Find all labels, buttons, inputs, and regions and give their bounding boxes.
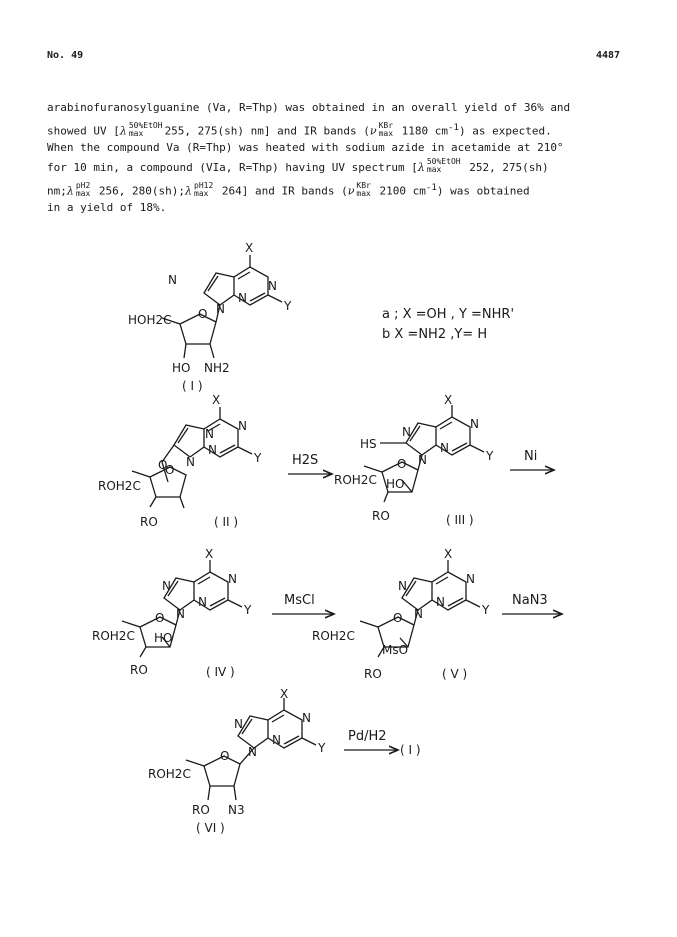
sub-3prime: RO	[140, 515, 158, 529]
substituent-x: X	[444, 547, 453, 561]
atom-n: N	[466, 572, 475, 586]
sub-3prime: RO	[364, 667, 382, 681]
sub-2prime: HO	[386, 477, 405, 491]
sub-2prime: MsO	[382, 643, 409, 657]
atom-n1: N	[268, 279, 277, 293]
text-line: for 10 min, a compound (VIa, R=Thp) having UV spectrum [λ 50%EtOH max 252, 275(sh)	[47, 157, 549, 174]
reaction-scheme	[0, 240, 677, 860]
sub-hs: HS	[360, 437, 377, 451]
atom-n: N	[228, 572, 237, 586]
atom-n: N	[398, 579, 407, 593]
atom-n: N	[402, 425, 411, 439]
atom-n: N	[248, 745, 257, 759]
substituent-y: Y	[482, 603, 490, 617]
sub-3prime: HO	[172, 361, 191, 375]
atom-n: N	[208, 443, 217, 457]
reagent-h2s: H2S	[292, 453, 319, 468]
text-line: arabinofuranosylguanine (Va, R=Thp) was obtained in an overall yield of 36% and	[47, 101, 571, 114]
atom-n: N	[234, 717, 243, 731]
compound-iv	[92, 547, 252, 679]
compound-iii	[334, 393, 494, 527]
text-line: showed UV [λ 50%EtOH max 255, 275(sh) nm] and IR bands (ν KBr max 1180 $cm^{-1}$) as expected.	[47, 120, 552, 138]
sub-5prime: ROH2C	[98, 479, 141, 493]
atom-n: N	[186, 455, 195, 469]
text-line: in a yield of 18%.	[47, 201, 167, 214]
substituent-x: X	[212, 393, 221, 407]
atom-n: N	[470, 417, 479, 431]
substituent-y: Y	[486, 449, 494, 463]
sub-2prime: N3	[228, 803, 245, 817]
substituent-x: X	[245, 241, 254, 255]
reagent-nan3: NaN3	[512, 593, 548, 608]
substituent-y: Y	[244, 603, 252, 617]
substituent-y: Y	[254, 451, 262, 465]
sub-2prime: HO	[154, 631, 173, 645]
substituent-x: X	[280, 687, 289, 701]
atom-o: O	[198, 307, 208, 321]
compound-label: ( II )	[214, 515, 239, 529]
compound-v	[312, 547, 490, 681]
sub-5prime: ROH2C	[148, 767, 191, 781]
compound-label: ( I )	[182, 379, 203, 393]
atom-o: O	[393, 611, 403, 625]
substituent-y: Y	[318, 741, 326, 755]
reagent-ni: Ni	[524, 449, 538, 464]
reagent-pd-h2: Pd/H2	[348, 729, 387, 744]
compound-label: ( III )	[446, 513, 474, 527]
sub-3prime: RO	[192, 803, 210, 817]
atom-n: N	[418, 453, 427, 467]
atom-o: O	[158, 458, 168, 472]
atom-n: N	[205, 427, 214, 441]
atom-n7: N	[168, 273, 177, 287]
substituent-y: Y	[284, 299, 292, 313]
atom-n: N	[436, 595, 445, 609]
atom-o: O	[220, 749, 230, 763]
atom-n: N	[198, 595, 207, 609]
compound-label: ( IV )	[206, 665, 235, 679]
compound-label: ( VI )	[196, 821, 225, 835]
atom-o: O	[397, 457, 407, 471]
sub-5prime: HOH2C	[128, 313, 172, 327]
text-line: nm;λ pH2 max 256, 280(sh);λ pH12 max 264] and IR bands (ν KBr max 2100 $cm^{-1}$) was obtained	[47, 180, 530, 198]
atom-o: O	[155, 611, 165, 625]
atom-n: N	[162, 579, 171, 593]
sub-5prime: ROH2C	[312, 629, 355, 643]
journal-issue: No. 49	[47, 50, 84, 61]
atom-n: N	[176, 607, 185, 621]
atom-n: N	[440, 441, 449, 455]
atom-o: O	[165, 463, 175, 477]
atom-n: N	[302, 711, 311, 725]
sub-3prime: RO	[372, 509, 390, 523]
atom-n: N	[238, 419, 247, 433]
legend-a: a ; X =OH , Y =NHR'	[382, 307, 515, 322]
final-product-label: ( I )	[400, 743, 421, 757]
atom-n3: N	[238, 291, 247, 305]
atom-n: N	[272, 733, 281, 747]
atom-n9: N	[216, 302, 225, 316]
page-number: 4487	[596, 50, 621, 61]
compound-i	[128, 241, 292, 393]
legend-b: b X =NH2 ,Y= H	[382, 327, 488, 342]
substituent-x: X	[205, 547, 214, 561]
compound-vi	[148, 687, 326, 835]
sub-5prime: ROH2C	[92, 629, 135, 643]
text-line: When the compound Va (R=Thp) was heated with sodium azide in acetamide at 210°	[47, 141, 564, 154]
atom-n: N	[414, 607, 423, 621]
compound-label: ( V )	[442, 667, 468, 681]
sub-2prime: NH2	[204, 361, 230, 375]
substituent-x: X	[444, 393, 453, 407]
sub-3prime: RO	[130, 663, 148, 677]
reagent-mscl: MsCl	[284, 593, 315, 608]
compound-ii	[98, 393, 262, 529]
sub-5prime: ROH2C	[334, 473, 377, 487]
